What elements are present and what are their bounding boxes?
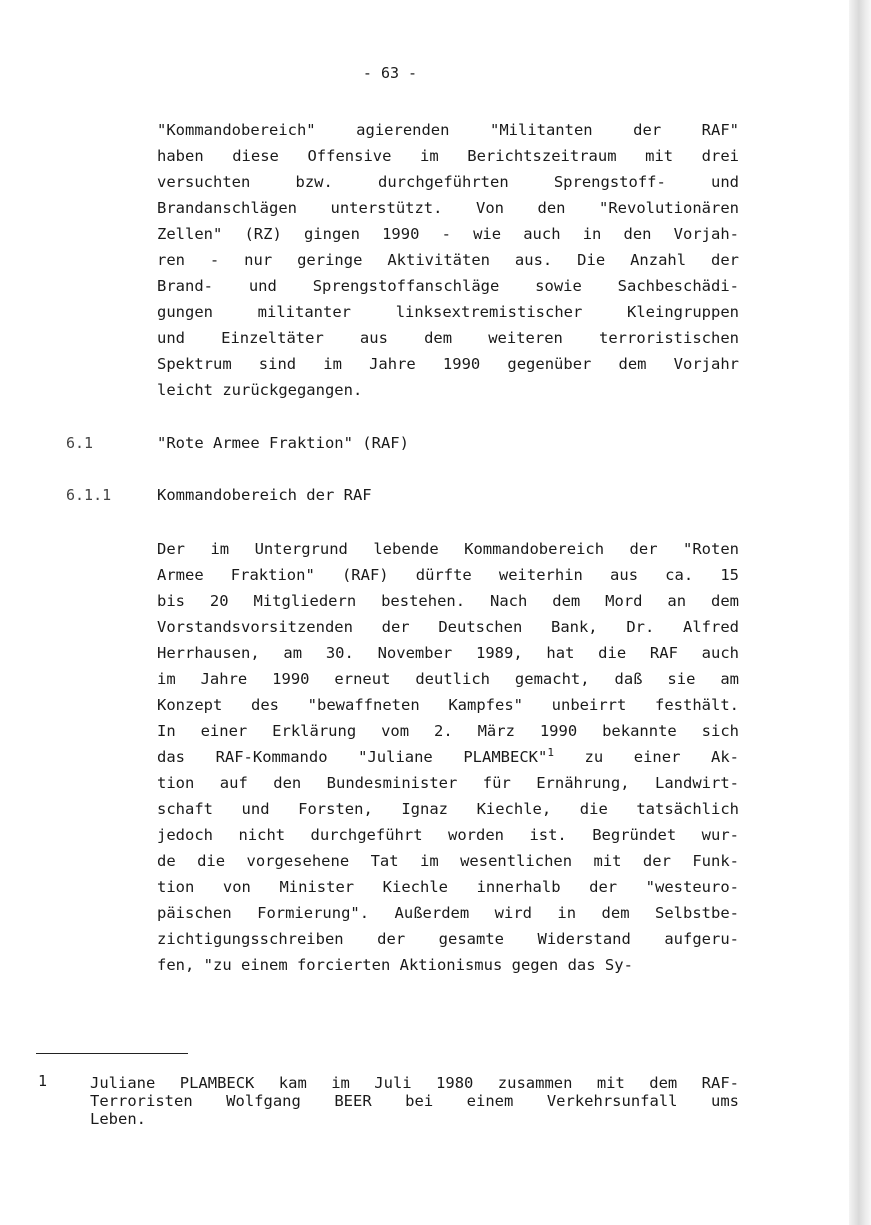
text-line: tion von Minister Kiechle innerhalb der "westeuro- [157,878,739,896]
text-segment: das RAF-Kommando "Juliane PLAMBECK" [157,748,548,766]
section-number: 6.1 [66,434,94,452]
text-line: Brand- und Sprengstoffanschläge sowie Sachbeschädi- [157,277,739,295]
text-line: ren - nur geringe Aktivitäten aus. Die Anzahl der [157,251,739,269]
text-line: im Jahre 1990 erneut deutlich gemacht, daß sie am [157,670,739,688]
page-number: - 63 - [362,64,418,82]
text-line: versuchten bzw. durchgeführten Sprengstoff- und [157,173,739,191]
page-edge-shadow [849,0,871,1225]
text-line: Zellen" (RZ) gingen 1990 - wie auch in den Vorjah- [157,225,739,243]
text-segment: zu einer Ak- [584,748,739,766]
text-line: jedoch nicht durchgeführt worden ist. Begründet wur- [157,826,739,844]
text-line: Vorstandsvorsitzenden der Deutschen Bank, Dr. Alfred [157,618,739,636]
text-line: schaft und Forsten, Ignaz Kiechle, die tatsächlich [157,800,739,818]
text-line: zichtigungsschreiben der gesamte Widerstand aufgeru- [157,930,739,948]
text-line: tion auf den Bundesminister für Ernährung, Landwirt- [157,774,739,792]
text-line: haben diese Offensive im Berichtszeitraum mit drei [157,147,739,165]
footnote-reference[interactable]: 1 [547,746,554,759]
text-line: gungen militanter linksextremistischer Kleingruppen [157,303,739,321]
text-line: "Kommandobereich" agierenden "Militanten der RAF" [157,121,739,139]
subsection-heading: Kommandobereich der RAF [157,486,372,504]
text-line: päischen Formierung". Außerdem wird in dem Selbstbe- [157,904,739,922]
footnote-line: Leben. [90,1110,146,1128]
text-line: und Einzeltäter aus dem weiteren terroristischen [157,329,739,347]
subsection-number: 6.1.1 [66,486,112,504]
footnote-line: Terroristen Wolfgang BEER bei einem Verkehrsunfall ums [90,1092,739,1110]
text-line: Spektrum sind im Jahre 1990 gegenüber dem Vorjahr [157,355,739,373]
text-line: Armee Fraktion" (RAF) dürfte weiterhin aus ca. 15 [157,566,739,584]
section-heading: "Rote Armee Fraktion" (RAF) [157,434,409,452]
text-line: de die vorgesehene Tat im wesentlichen mit der Funk- [157,852,739,870]
footnote-line: Juliane PLAMBECK kam im Juli 1980 zusammen mit dem RAF- [90,1074,739,1092]
text-line-with-footnote [157,745,739,769]
text-line: Konzept des "bewaffneten Kampfes" unbeirrt festhält. [157,696,739,714]
text-line: In einer Erklärung vom 2. März 1990 bekannte sich [157,722,739,740]
text-line: bis 20 Mitgliedern bestehen. Nach dem Mord an dem [157,592,739,610]
text-line: Der im Untergrund lebende Kommandobereich der "Roten [157,540,739,558]
footnote-separator [36,1053,188,1054]
text-line: leicht zurückgegangen. [157,381,363,399]
text-line: Herrhausen, am 30. November 1989, hat die RAF auch [157,644,739,662]
text-line: Brandanschlägen unterstützt. Von den "Revolutionären [157,199,739,217]
footnote-marker: 1 [38,1072,48,1090]
text-line: fen, "zu einem forcierten Aktionismus gegen das Sy- [157,956,633,974]
